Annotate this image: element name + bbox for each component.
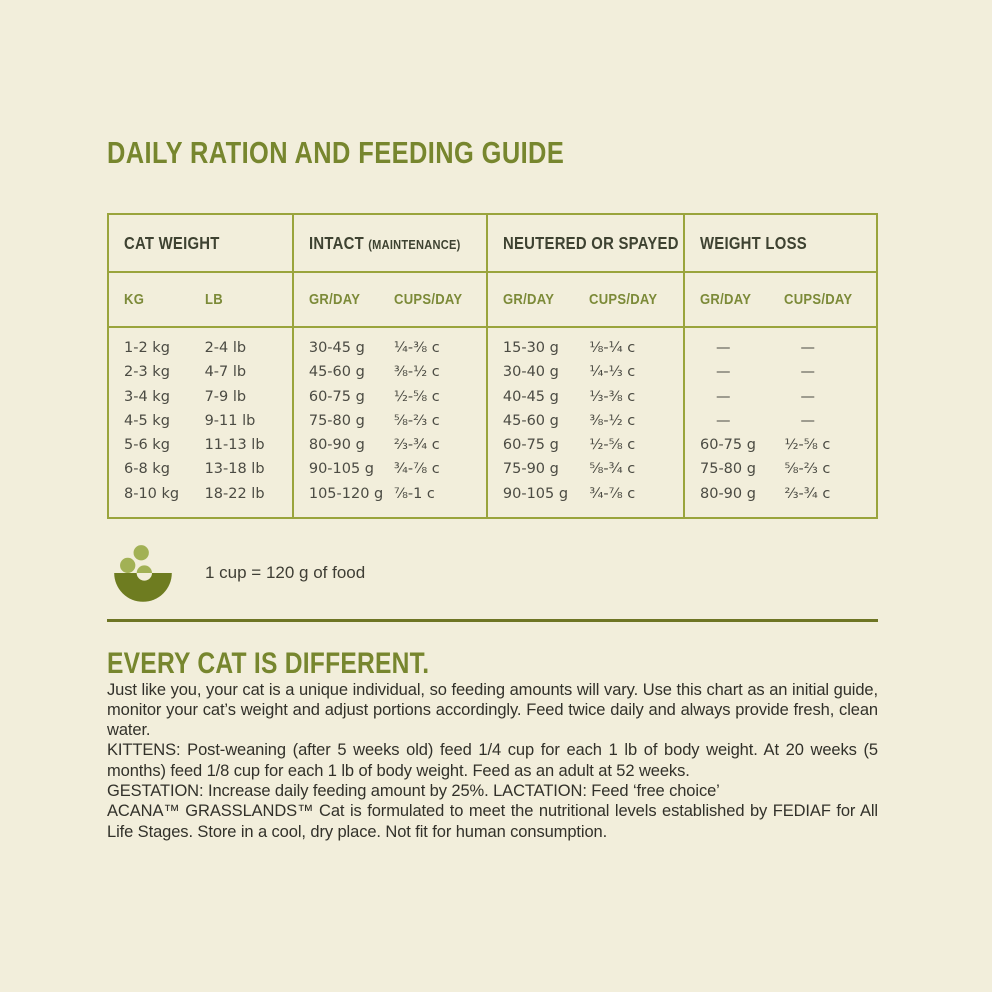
table-header-row	[109, 215, 876, 273]
body-col-intact	[294, 328, 488, 517]
table-cell: 1-2 kg	[124, 340, 170, 356]
subheader-cat-weight	[109, 273, 294, 326]
paragraph-kittens: KITTENS: Post-weaning (after 5 weeks old) feed 1/4 cup for each 1 lb of body weight. At 20 weeks (5 months) feed 1/8 cup for each 1 lb of body weight. Feed as an adult at 52 weeks.	[107, 741, 878, 780]
paragraph-general: Just like you, your cat is a unique individual, so feeding amounts will vary. Use this chart as an initial guide, monitor your cat’s weight and adjust portions accordingly. Feed twice daily and always provide fresh, clean water.	[107, 680, 878, 740]
table-cell: 90-105 g	[308, 461, 375, 478]
paragraph-gestation-lactation: GESTATION: Increase daily feeding amount by 25%. LACTATION: Feed ‘free choice’	[107, 782, 720, 801]
table-body	[109, 328, 876, 517]
table-cell: 13-18 lb	[204, 461, 265, 478]
subheader-intact	[294, 273, 488, 326]
table-cell: 45-60 g	[308, 364, 365, 381]
table-cell: ⅛-¼ c	[589, 340, 636, 356]
col-header-note: (MAINTENANCE)	[368, 236, 461, 252]
table-cell: ½-⅝ c	[589, 437, 636, 454]
body-col-cat-weight	[109, 328, 294, 517]
table-cell: ¾-⅞ c	[589, 485, 636, 502]
subheader-neutered	[488, 273, 685, 326]
table-cell: ⅝-⅔ c	[393, 412, 440, 429]
table-cell: ⅓-⅜ c	[589, 388, 636, 405]
table-cell: —	[716, 364, 731, 381]
body-col-weight-loss	[685, 328, 876, 517]
col-header-neutered	[488, 215, 685, 271]
table-cell: 75-80 g	[308, 412, 365, 429]
table-cell: 60-75 g	[308, 388, 365, 405]
table-cell: ⅔-¾ c	[784, 485, 831, 502]
table-cell: —	[800, 364, 815, 381]
table-cell: ½-⅝ c	[393, 388, 440, 405]
feeding-table	[107, 213, 878, 519]
table-cell: ¼-⅜ c	[393, 340, 440, 356]
table-cell: 18-22 lb	[204, 485, 265, 502]
table-subheader-row	[109, 273, 876, 328]
subheader-weight-loss	[685, 273, 876, 326]
table-cell: 9-11 lb	[204, 412, 256, 429]
table-cell: 6-8 kg	[124, 461, 170, 478]
col-header-label: INTACT	[308, 232, 364, 253]
subheader-gr-day: GR/DAY	[700, 291, 752, 308]
table-cell: 80-90 g	[700, 485, 756, 502]
subheader-gr-day: GR/DAY	[502, 291, 555, 308]
table-cell: 3-4 kg	[124, 388, 170, 405]
page-title: DAILY RATION AND FEEDING GUIDE	[107, 135, 565, 170]
feeding-guide-panel	[107, 0, 878, 842]
table-cell: ¾-⅞ c	[393, 461, 440, 478]
table-cell: ⅔-¾ c	[393, 437, 440, 454]
table-cell: —	[716, 412, 731, 429]
col-header-weight-loss	[685, 215, 876, 271]
table-cell: 11-13 lb	[204, 437, 265, 454]
table-cell: 5-6 kg	[124, 437, 170, 454]
table-cell: —	[800, 412, 815, 429]
table-cell: 4-7 lb	[204, 364, 247, 381]
table-cell: 45-60 g	[502, 412, 559, 429]
table-cell: —	[716, 388, 731, 405]
table-cell: —	[800, 340, 815, 356]
table-cell: 80-90 g	[308, 437, 365, 454]
subheader-gr-day: GR/DAY	[308, 291, 361, 308]
table-cell: ⅞-1 c	[393, 485, 435, 502]
table-cell: ¼-⅓ c	[589, 364, 636, 381]
table-cell: 4-5 kg	[124, 412, 170, 429]
col-header-label: NEUTERED OR SPAYED	[502, 232, 679, 253]
subheader-cups-day: CUPS/DAY	[589, 291, 658, 308]
table-cell: 15-30 g	[502, 340, 559, 356]
table-cell: 30-40 g	[502, 364, 559, 381]
col-header-intact	[294, 215, 488, 271]
table-cell: —	[716, 340, 731, 356]
table-cell: 105-120 g	[308, 485, 384, 502]
table-cell: ⅜-½ c	[393, 364, 440, 381]
table-cell: 60-75 g	[502, 437, 559, 454]
table-cell: 8-10 kg	[124, 485, 180, 502]
subheader-cups-day: CUPS/DAY	[393, 291, 463, 308]
subheader-cups-day: CUPS/DAY	[784, 291, 853, 308]
table-cell: 2-3 kg	[124, 364, 170, 381]
table-cell: 7-9 lb	[204, 388, 247, 405]
table-cell: ⅜-½ c	[589, 412, 636, 429]
table-cell: —	[800, 388, 815, 405]
table-cell: ½-⅝ c	[784, 437, 831, 454]
table-cell: ⅝-¾ c	[589, 461, 636, 478]
table-cell: 40-45 g	[502, 388, 559, 405]
paragraph-brand-statement: ACANA™ GRASSLANDS™ Cat is formulated to meet the nutritional levels established by FEDIAF for All Life Stages. Store in a cool, dry place. Not fit for human consumption.	[107, 802, 878, 841]
col-header-cat-weight	[109, 215, 294, 271]
subheader-kg: KG	[124, 291, 145, 308]
cup-conversion-text: 1 cup = 120 g of food	[205, 563, 366, 583]
section-heading: EVERY CAT IS DIFFERENT.	[107, 647, 430, 681]
col-header-label: WEIGHT LOSS	[700, 232, 807, 253]
section-divider	[107, 619, 878, 622]
cup-note	[107, 540, 878, 606]
table-cell: 2-4 lb	[204, 340, 247, 356]
table-cell: ⅝-⅔ c	[784, 461, 831, 478]
body-col-neutered	[488, 328, 685, 517]
table-cell: 60-75 g	[700, 437, 756, 454]
table-cell: 75-90 g	[502, 461, 559, 478]
table-cell: 90-105 g	[502, 485, 569, 502]
food-bowl-icon	[107, 540, 179, 606]
subheader-lb: LB	[204, 291, 223, 308]
table-cell: 75-80 g	[700, 461, 756, 478]
col-header-label: CAT WEIGHT	[124, 232, 220, 253]
table-cell: 30-45 g	[308, 340, 365, 356]
